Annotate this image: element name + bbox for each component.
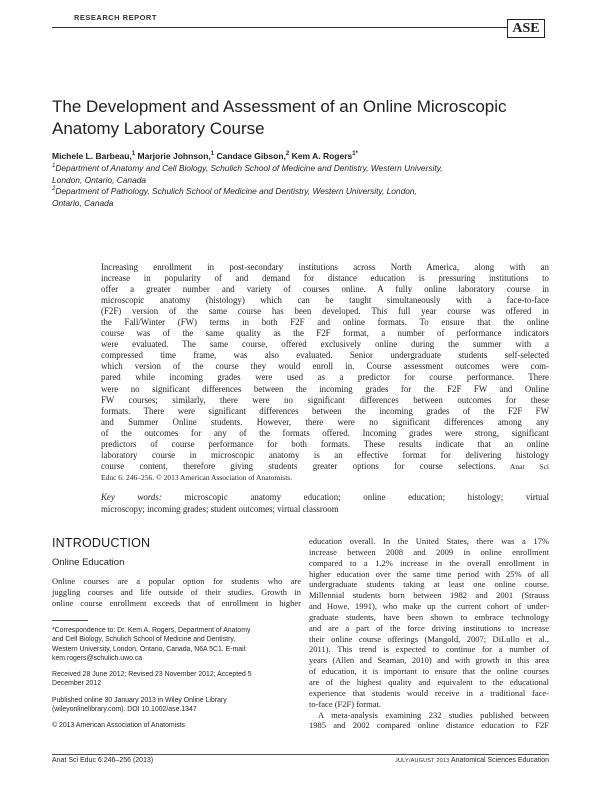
online-education-subheading: Online Education — [52, 557, 125, 568]
body-line: online course enrollment exceeds that of enrollment in higher — [52, 597, 301, 608]
author-affiliation-mark: 1 — [210, 151, 215, 158]
footer-citation: Anat Sci Educ 6:246–256 (2013) — [52, 757, 154, 764]
body-line: and are a part of the force driving institutions to increase — [309, 622, 549, 633]
body-line: of education, it is important to ensure that the online courses — [309, 666, 549, 677]
abstract-line — [101, 317, 549, 328]
affiliation-line — [52, 186, 552, 198]
intro-right-column — [309, 536, 549, 731]
abstract-text: increase in popularity of and demand for distance education is pressuring institutions to — [101, 273, 549, 284]
abstract-line — [101, 406, 549, 417]
keywords — [101, 492, 549, 515]
footnotes — [52, 626, 301, 738]
body-line: are of the highest quality and equivalent to the educational — [309, 676, 549, 687]
author-affiliation-mark: 2 — [285, 151, 290, 158]
affiliation-line — [52, 175, 552, 187]
abstract-line — [101, 295, 549, 306]
footer-journal-name: Anatomical Sciences Education — [450, 757, 549, 764]
body-line: education overall. In the United States, there was a 17% — [309, 536, 549, 546]
abstract-text: of the outcomes for any of the formats offered. Incoming grades were strong, significant — [101, 427, 549, 438]
abstract-text: offer a greater number and variety of courses online. A fully online laboratory course in — [101, 284, 549, 295]
body-line: increase between 2008 and 2009 in online enrollment — [309, 546, 549, 557]
abstract-line — [101, 328, 549, 339]
abstract-line — [101, 372, 549, 383]
body-line: 1985 and 2002 compared online distance education to F2F — [309, 720, 549, 731]
journal-logo: ASE — [507, 19, 545, 38]
footnote-rule — [52, 620, 88, 621]
affiliation-mark: 1 — [52, 163, 56, 170]
abstract-text: formats. There were significant differences between the incoming grades of the F2F FW — [101, 405, 549, 416]
abstract-text: (F2F) version of the same course has been developed. This full year course was offered in — [101, 306, 549, 317]
keywords-line — [101, 504, 549, 516]
abstract-citation: Anat Sci — [495, 461, 550, 471]
abstract-line — [101, 450, 549, 461]
copyright-note: © 2013 American Association of Anatomists — [52, 722, 186, 730]
abstract-line — [101, 262, 549, 273]
abstract-line — [101, 461, 549, 472]
abstract-text: course content, therefore giving students greater options for course selections. — [101, 460, 496, 471]
abstract-text: predictors of course performance for both formats. These results indicate that an online — [101, 438, 549, 449]
footnote-line: Published online 30 January 2013 in Wiley Online Library — [52, 696, 227, 704]
affiliation-1 — [52, 163, 552, 186]
body-line: 2011). This trend is expected to continue for a number of — [309, 644, 549, 655]
body-line: A meta-analysis examining 232 studies published between — [318, 709, 549, 720]
abstract-line — [101, 384, 549, 395]
header-rule — [52, 27, 520, 28]
footnote-line: and Cell Biology, Schulich School of Medicine and Dentistry, — [52, 636, 236, 644]
footer-journal — [395, 757, 549, 764]
affiliation-text: Ontario, Canada — [52, 197, 114, 208]
article-title: The Development and Assessment of an Online Microscopic Anatomy Laboratory Course — [52, 97, 507, 138]
keywords-label: Key words: — [101, 492, 162, 502]
footnote-line: December 2012 — [52, 680, 102, 688]
keywords-text: microscopic anatomy education; online education; histology; virtual — [161, 492, 549, 502]
dates-note — [52, 670, 301, 689]
body-line: juggling courses and life outside of their studies. Growth in — [52, 586, 301, 597]
abstract-text: which version of the course they would enroll in. Course assessment outcomes were com- — [101, 361, 549, 372]
body-line: their online course offerings (Mangold, 2007; DiLullo et al., — [309, 633, 549, 644]
abstract-text: were evaluated. The same course, offered exclusively online during the summer with a — [101, 339, 549, 350]
affiliation-text: Department of Anatomy and Cell Biology, Schulich School of Medicine and Dentistry, Western University, — [55, 163, 443, 173]
introduction-heading: INTRODUCTION — [52, 536, 151, 550]
body-line: higher education over the same time period with 25% of all — [309, 568, 549, 579]
abstract-text: FW courses; similarly, there were no significant differences between outcomes for these — [101, 394, 549, 405]
footer-rule — [52, 754, 549, 755]
abstract-line — [101, 439, 549, 450]
abstract-line — [101, 361, 549, 372]
affiliation-text: London, Ontario, Canada — [52, 174, 147, 185]
body-line: years (Allen and Seaman, 2010) and with growth in this area — [309, 655, 549, 666]
abstract-text: the Fall/Winter (FW) terms in both F2F and online formats. To ensure that the online — [101, 317, 549, 328]
body-line: Millennial students born between 1982 and 2001 (Strauss — [309, 590, 549, 601]
footnote-line: Western University, London, Ontario, Canada, N6A 5C1. E-mail: — [52, 645, 248, 653]
abstract — [101, 262, 549, 483]
intro-left-column — [52, 576, 301, 609]
abstract-text: course was of the same quality as the F2F format, a number of performance indicators — [101, 328, 549, 339]
publication-note — [52, 696, 301, 715]
body-line: graduate students, have been shown to embrace technology — [309, 611, 549, 622]
abstract-line — [101, 428, 549, 439]
affiliation-2 — [52, 186, 552, 209]
keywords-line — [101, 492, 549, 504]
abstract-text: microscopic anatomy (histology) which can be taught simultaneously with a face-to-face — [101, 295, 549, 306]
affiliation-line — [52, 163, 552, 175]
footnote-line: Received 28 June 2012; Revised 23 November 2012; Accepted 5 — [52, 671, 252, 679]
abstract-text: and Summer Online students. However, there were no significant differences among any — [101, 416, 549, 427]
footnote-line: *Correspondence to: Dr. Kem A. Rogers, Department of Anatomy — [52, 627, 251, 634]
body-line: undergraduate students taking at least one online course. — [309, 579, 549, 590]
affiliation-line — [52, 198, 552, 210]
affiliation-text: Department of Pathology, Schulich School of Medicine and Dentistry, Western University, London, — [55, 186, 417, 196]
abstract-line — [101, 284, 549, 295]
section-label: RESEARCH REPORT — [74, 13, 157, 22]
footnote-line: (wileyonlinelibrary.com). DOI 10.1002/ase.1347 — [52, 706, 197, 714]
correspondence-note — [52, 626, 301, 663]
abstract-text: were no significant differences between the incoming grades for the F2F FW and Online — [101, 383, 549, 394]
footnote-line: kem.rogers@schulich.uwo.ca — [52, 654, 143, 662]
body-line: to-face (F2F) format. — [309, 698, 381, 709]
author-name: Marjorie Johnson, — [135, 151, 211, 161]
abstract-line — [101, 306, 549, 317]
body-line: and Howe, 1991), who make up the current cohort of under- — [309, 601, 549, 612]
author-list — [52, 151, 358, 161]
affiliation-mark: 2 — [52, 186, 56, 193]
footer-issue: JULY/AUGUST 2013 — [395, 758, 450, 764]
abstract-text: Increasing enrollment in post-secondary institutions across North America, along with an — [101, 262, 549, 272]
body-line: Online courses are a popular option for students who are — [52, 576, 301, 586]
abstract-line — [101, 417, 549, 428]
body-line: experience that students would receive in a traditional face- — [309, 687, 549, 698]
abstract-line — [101, 395, 549, 406]
abstract-text: pared while incoming grades were used as a predictor for course performance. There — [101, 372, 549, 383]
abstract-citation-line: Educ 6: 246–256. © 2013 American Association of Anatomists. — [101, 472, 293, 482]
keywords-text: microscopy; incoming grades; student outcomes; virtual classroom — [101, 503, 339, 514]
author-name: Candace Gibson, — [214, 151, 286, 161]
author-name: Michele L. Barbeau, — [52, 151, 132, 161]
abstract-text: compressed time frame, was also evaluated. Senior undergraduate students self-selected — [101, 350, 549, 361]
abstract-line — [101, 273, 549, 284]
author-affiliation-mark: 1* — [352, 151, 358, 158]
abstract-line — [101, 350, 549, 361]
author-name: Kem A. Rogers — [289, 151, 353, 161]
abstract-text: laboratory course in microscopic anatomy is an effective format for delivering histology — [101, 449, 549, 460]
body-line: compared to a 1.2% increase in the overall enrollment in — [309, 557, 549, 568]
abstract-line — [101, 339, 549, 350]
author-affiliation-mark: 1 — [131, 151, 136, 158]
